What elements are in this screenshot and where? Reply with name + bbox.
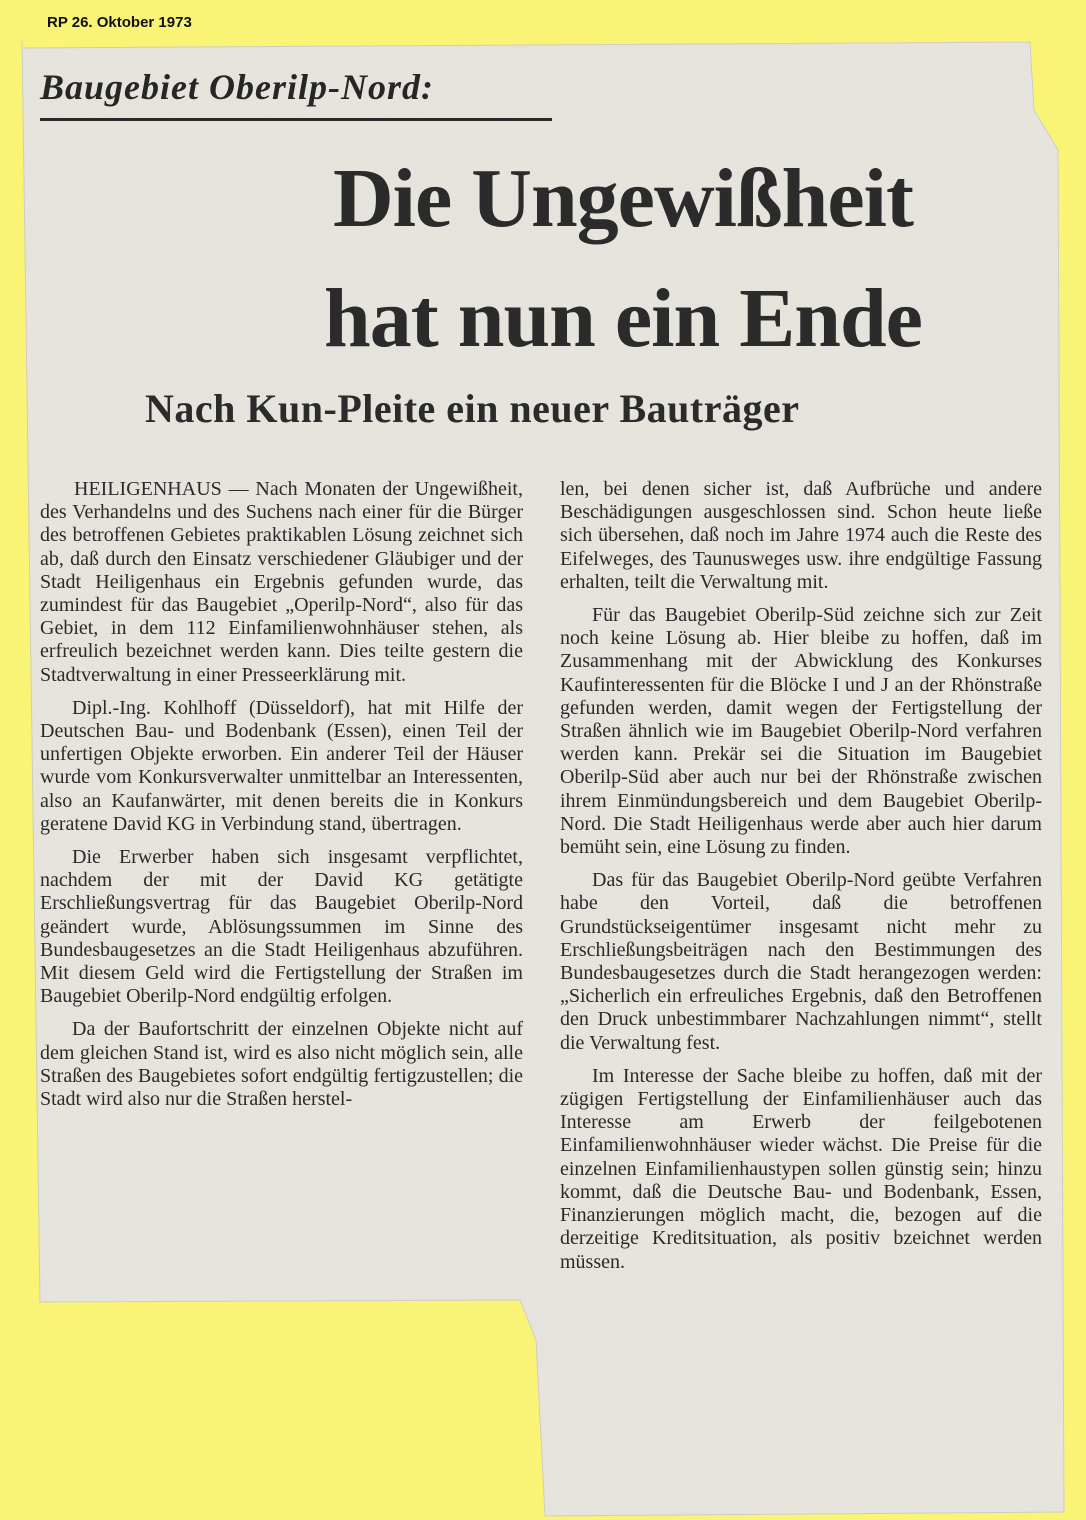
headline-line-2: hat nun ein Ende <box>324 272 922 365</box>
paragraph: Da der Baufortschritt der einzelnen Objekte nicht auf dem gleichen Stand ist, wird es also nicht möglich sein, alle Straßen des Baugebietes sofort endgültig fertigzustellen; die Stadt wird also nur die Straßen herstel- <box>40 1018 523 1111</box>
text-column-right <box>560 478 1042 1284</box>
paragraph: len, bei denen sicher ist, daß Aufbrüche und andere Beschädigungen ausgeschlossen sind. Schon heute ließe sich übersehen, daß noch im Jahre 1974 auch die Reste des Eifelweges, des Taunusweges usw. ihre endgültige Fassung erhalten, teilt die Verwaltung mit. <box>560 478 1042 593</box>
paragraph: HEILIGENHAUS — Nach Monaten der Ungewißheit, des Verhandelns und des Suchens nach einer für die Bürger des betroffenen Gebietes praktikablen Lösung zeichnet sich ab, daß durch den Einsatz verschiedener Gläubiger und der Stadt Heiligenhaus ein Ergebnis gefunden wurde, das zumindest für das Baugebiet „Operilp-Nord“, also für das Gebiet, in dem 112 Einfamilienwohnhäuser stehen, als erfreulich bezeichnet werden kann. Dies teilte gestern die Stadtverwaltung in einer Presseerklärung mit. <box>40 478 523 686</box>
headline-line-1: Die Ungewißheit <box>333 152 913 245</box>
paragraph: Im Interesse der Sache bleibe zu hoffen, daß mit der zügigen Fertigstellung der Einfamilienhäuser auch das Interesse am Erwerb der feilgebotenen Einfamilienwohnhäuser wieder wächst. Die Preise für die einzelnen Einfamilienhaustypen sollen günstig sein; hinzu kommt, daß die Deutsche Bau- und Bodenbank, Essen, Finanzierungen möglich macht, die, bezogen auf die derzeitige Kreditsituation, als positiv bzeichnet werden müssen. <box>560 1064 1042 1273</box>
article-kicker: Baugebiet Oberilp-Nord: <box>40 67 434 107</box>
article-subheadline: Nach Kun-Pleite ein neuer Bauträger <box>145 386 800 431</box>
kicker-underline <box>40 118 552 121</box>
paragraph: Für das Baugebiet Oberilp-Süd zeichne sich zur Zeit noch keine Lösung ab. Hier bleibe zu hoffen, daß im Zusammenhang mit der Abwicklung des Konkurses Kaufinteressenten für die Blöcke I und J an der Rhönstraße gefunden werden, damit wegen der Fertigstellung der Straßen ähnlich wie im Baugebiet Oberilp-Nord verfahren werden kann. Prekär sei die Situation im Baugebiet Oberilp-Süd aber auch nur bei der Rhönstraße zwischen ihrem Einmündungsbereich und dem Baugebiet Oberilp-Nord. Die Stadt Heiligenhaus werde aber auch hier darum bemüht sein, eine Lösung zu finden. <box>560 604 1042 859</box>
date-caption: RP 26. Oktober 1973 <box>47 14 192 31</box>
paragraph: Das für das Baugebiet Oberilp-Nord geübte Verfahren habe den Vorteil, daß die betroffenen Grundstückseigentümer insgesamt nicht mehr zu Erschließungsbeiträgen nach den Bestimmungen des Bundesbaugesetzes durch die Stadt herangezogen werden: „Sicherlich ein erfreuliches Ergebnis, daß den Betroffenen den Druck unbestimmbarer Nachzahlungen nimmt“, stellt die Verwaltung fest. <box>560 869 1042 1054</box>
text-column-left <box>40 478 523 1121</box>
paragraph: Die Erwerber haben sich insgesamt verpflichtet, nachdem der mit der David KG getätigte Erschließungsvertrag für das Baugebiet Oberilp-Nord geändert wurde, Ablösungssummen im Sinne des Bundesbaugesetzes an die Stadt Heiligenhaus abzuführen. Mit diesem Geld wird die Fertigstellung der Straßen im Baugebiet Oberilp-Nord endgültig erfolgen. <box>40 846 523 1008</box>
paragraph: Dipl.-Ing. Kohlhoff (Düsseldorf), hat mit Hilfe der Deutschen Bau- und Bodenbank (Essen), einen Teil der unfertigen Objekte erworben. Ein anderer Teil der Häuser wurde vom Konkursverwalter unmittelbar an Interessenten, also an Kaufanwärter, mit denen bereits die in Konkurs geratene David KG in Verbindung stand, übertragen. <box>40 696 523 835</box>
